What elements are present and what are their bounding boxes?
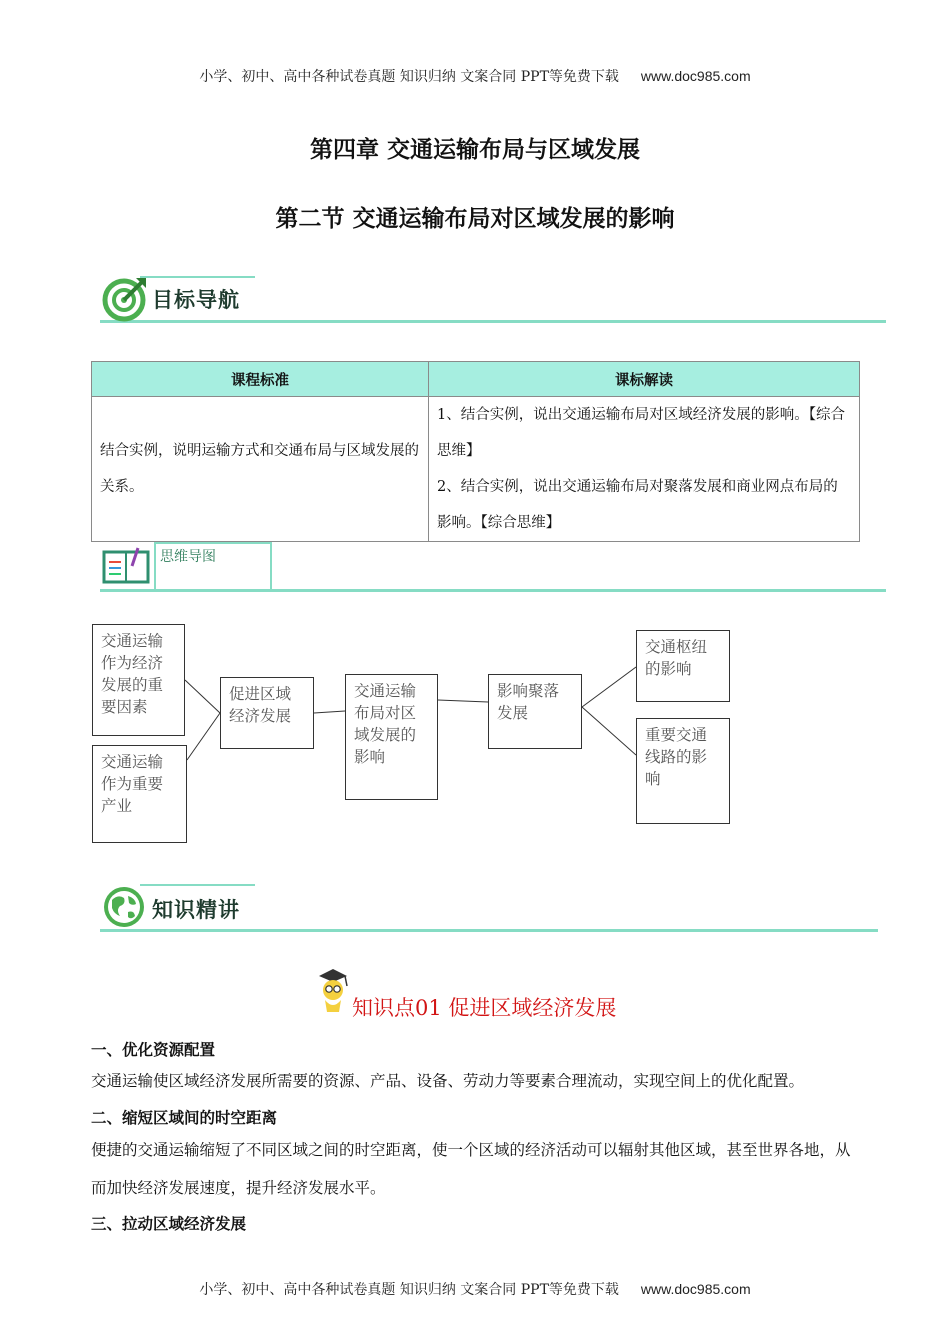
col-header-standard: 课程标准 xyxy=(92,362,429,397)
section-title: 第二节 交通运输布局对区域发展的影响 xyxy=(275,206,675,232)
graduate-mascot-icon xyxy=(315,966,351,1014)
mindmap-node-route: 重要交通线路的影响 xyxy=(636,718,730,824)
standard-cell: 结合实例，说明运输方式和交通布局与区域发展的关系。 xyxy=(92,397,429,542)
header-site[interactable]: www.doc985.com xyxy=(640,68,751,84)
section-paragraph: 便捷的交通运输缩短了不同区域之间的时空距离，使一个区域的经济活动可以辐射其他区域，甚至世界各地，从而加快经济发展速度，提升经济发展水平。 xyxy=(91,1141,851,1197)
knowledge-banner xyxy=(100,880,878,936)
knowledge-banner-title: 知识精讲 xyxy=(152,898,240,922)
footer-site[interactable]: www.doc985.com xyxy=(640,1281,751,1297)
mindmap-banner-title: 思维导图 xyxy=(160,549,216,565)
interpretation-item: 2、结合实例，说出交通运输布局对聚落发展和商业网点布局的影响。【综合思维】 xyxy=(437,479,838,531)
mindmap-node-hub: 交通枢纽的影响 xyxy=(636,630,730,702)
header-text: 小学、初中、高中各种试卷真题 知识归纳 文案合同 PPT等免费下载 xyxy=(199,69,619,85)
chapter-title: 第四章 交通运输布局与区域发展 xyxy=(309,137,640,163)
mindmap-node-factor: 交通运输作为经济发展的重要因素 xyxy=(92,624,185,736)
mindmap-node-promote: 促进区域经济发展 xyxy=(220,677,314,749)
goal-banner-title: 目标导航 xyxy=(152,288,240,312)
mindmap-node-settlement: 影响聚落发展 xyxy=(488,674,582,749)
interpretation-item: 1、结合实例，说出交通运输布局对区域经济发展的影响。【综合思维】 xyxy=(437,407,845,459)
mindmap-node-industry: 交通运输作为重要产业 xyxy=(92,745,187,843)
section-heading: 三、拉动区域经济发展 xyxy=(91,1215,247,1233)
mindmap-node-center: 交通运输布局对区域发展的影响 xyxy=(345,674,438,800)
footer-text: 小学、初中、高中各种试卷真题 知识归纳 文案合同 PPT等免费下载 xyxy=(199,1282,619,1298)
section-heading: 一、优化资源配置 xyxy=(91,1041,216,1059)
knowledge-point-title: 知识点01 促进区域经济发展 xyxy=(352,996,617,1020)
page-footer xyxy=(0,1279,950,1299)
globe-icon xyxy=(102,884,148,930)
col-header-interpretation: 课标解读 xyxy=(429,362,860,397)
section-paragraph: 交通运输使区域经济发展所需要的资源、产品、设备、劳动力等要素合理流动，实现空间上的优化配置。 xyxy=(91,1072,805,1090)
section-heading: 二、缩短区域间的时空距离 xyxy=(91,1109,278,1127)
